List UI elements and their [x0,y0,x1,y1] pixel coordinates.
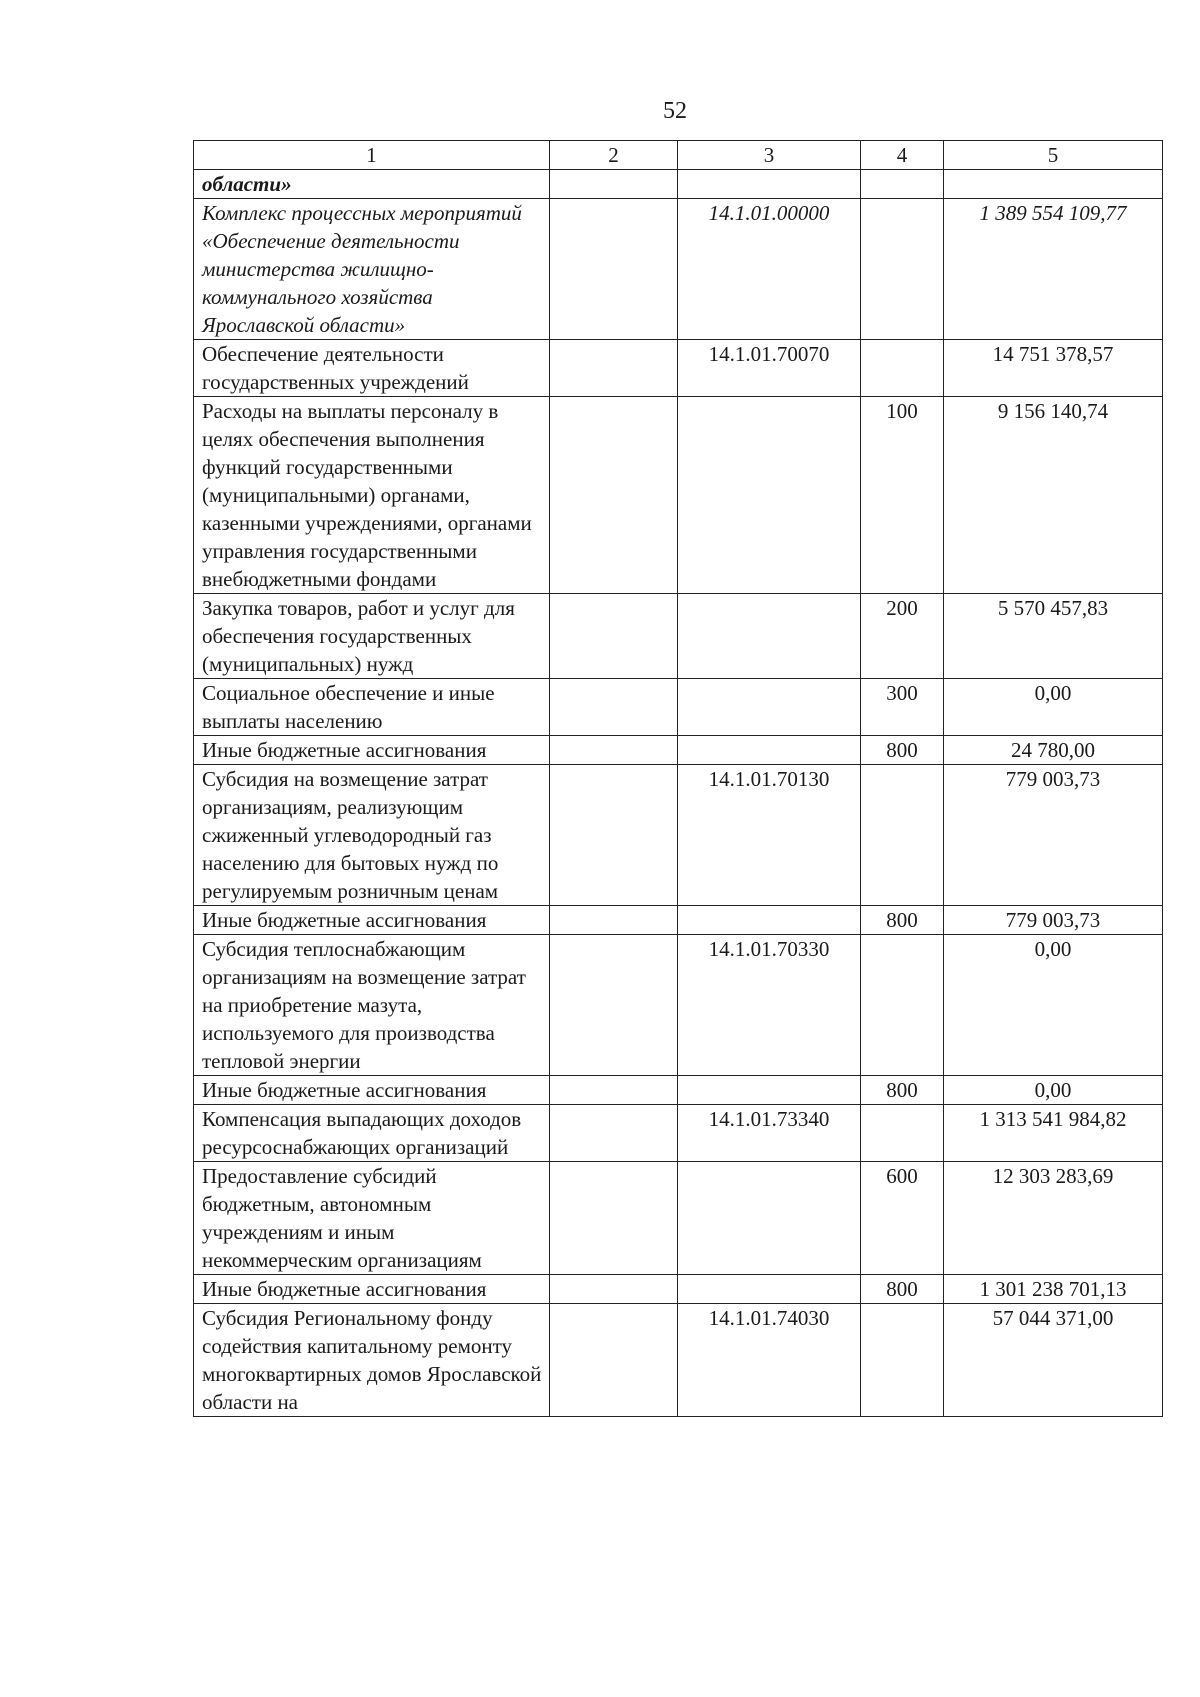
row-name-cell: Субсидия теплоснабжающим организациям на возмещение затрат на приобретение мазута, используемого для производства тепловой энергии [194,935,550,1076]
row-type-cell: 100 [861,397,944,594]
header-col-5: 5 [944,141,1163,170]
row-col2-cell [550,397,678,594]
row-type-cell: 800 [861,1275,944,1304]
table-row [194,1304,1163,1417]
table-row [194,340,1163,397]
table-row [194,736,1163,765]
row-type-cell: 800 [861,906,944,935]
table-row [194,935,1163,1076]
row-amount-cell [944,170,1163,199]
row-name-cell: Субсидия Региональному фонду содействия капитальному ремонту многоквартирных домов Ярославской области на [194,1304,550,1417]
row-amount-cell: 9 156 140,74 [944,397,1163,594]
row-name-cell: Обеспечение деятельности государственных учреждений [194,340,550,397]
row-amount-cell: 14 751 378,57 [944,340,1163,397]
row-col2-cell [550,736,678,765]
row-col2-cell [550,340,678,397]
row-amount-cell: 779 003,73 [944,765,1163,906]
row-name-cell: Закупка товаров, работ и услуг для обеспечения государственных (муниципальных) нужд [194,594,550,679]
table-row [194,1105,1163,1162]
row-amount-cell: 0,00 [944,679,1163,736]
row-col2-cell [550,594,678,679]
row-name-cell: Компенсация выпадающих доходов ресурсоснабжающих организаций [194,1105,550,1162]
row-type-cell [861,765,944,906]
row-amount-cell: 5 570 457,83 [944,594,1163,679]
row-name-cell: Иные бюджетные ассигнования [194,1076,550,1105]
row-type-cell [861,199,944,340]
table-row [194,397,1163,594]
row-col2-cell [550,199,678,340]
row-col2-cell [550,1076,678,1105]
row-code-cell [678,1076,861,1105]
row-amount-cell: 0,00 [944,1076,1163,1105]
row-code-cell: 14.1.01.00000 [678,199,861,340]
row-type-cell: 600 [861,1162,944,1275]
row-code-cell [678,679,861,736]
row-col2-cell [550,935,678,1076]
row-type-cell: 800 [861,1076,944,1105]
row-amount-cell: 1 301 238 701,13 [944,1275,1163,1304]
row-amount-cell: 1 313 541 984,82 [944,1105,1163,1162]
row-code-cell [678,170,861,199]
row-type-cell [861,935,944,1076]
row-type-cell [861,1304,944,1417]
table-row [194,1275,1163,1304]
row-code-cell [678,906,861,935]
row-type-cell: 800 [861,736,944,765]
header-col-1: 1 [194,141,550,170]
row-type-cell: 200 [861,594,944,679]
row-col2-cell [550,679,678,736]
row-col2-cell [550,170,678,199]
row-col2-cell [550,1105,678,1162]
row-code-cell: 14.1.01.74030 [678,1304,861,1417]
row-amount-cell: 12 303 283,69 [944,1162,1163,1275]
row-amount-cell: 1 389 554 109,77 [944,199,1163,340]
row-name-cell: Субсидия на возмещение затрат организациям, реализующим сжиженный углеводородный газ населению для бытовых нужд по регулируемым розничным ценам [194,765,550,906]
row-amount-cell: 779 003,73 [944,906,1163,935]
row-col2-cell [550,765,678,906]
row-col2-cell [550,1275,678,1304]
row-amount-cell: 0,00 [944,935,1163,1076]
table-row [194,765,1163,906]
row-type-cell [861,170,944,199]
row-code-cell [678,397,861,594]
table-row [194,1162,1163,1275]
row-name-cell: области» [194,170,550,199]
header-col-3: 3 [678,141,861,170]
row-col2-cell [550,906,678,935]
page-number: 52 [663,98,687,124]
row-code-cell: 14.1.01.70070 [678,340,861,397]
row-amount-cell: 24 780,00 [944,736,1163,765]
table-body [194,141,1163,1417]
table-header-row [194,141,1163,170]
table-row [194,170,1163,199]
row-name-cell: Социальное обеспечение и иные выплаты населению [194,679,550,736]
header-col-2: 2 [550,141,678,170]
row-name-cell: Иные бюджетные ассигнования [194,906,550,935]
table-row [194,594,1163,679]
table-row [194,1076,1163,1105]
table-row [194,679,1163,736]
budget-table [193,140,1163,1417]
row-code-cell: 14.1.01.70130 [678,765,861,906]
table-row [194,906,1163,935]
row-code-cell: 14.1.01.70330 [678,935,861,1076]
row-type-cell [861,1105,944,1162]
row-type-cell: 300 [861,679,944,736]
row-name-cell: Иные бюджетные ассигнования [194,1275,550,1304]
row-code-cell: 14.1.01.73340 [678,1105,861,1162]
row-code-cell [678,1275,861,1304]
row-code-cell [678,594,861,679]
row-code-cell [678,1162,861,1275]
row-amount-cell: 57 044 371,00 [944,1304,1163,1417]
row-type-cell [861,340,944,397]
row-name-cell: Расходы на выплаты персоналу в целях обеспечения выполнения функций государственными (муниципальными) органами, казенными учреждениями, органами управления государственными внебюджетными фондами [194,397,550,594]
table-row [194,199,1163,340]
header-col-4: 4 [861,141,944,170]
row-name-cell: Иные бюджетные ассигнования [194,736,550,765]
row-name-cell: Комплекс процессных мероприятий «Обеспечение деятельности министерства жилищно-коммунального хозяйства Ярославской области» [194,199,550,340]
row-col2-cell [550,1304,678,1417]
row-code-cell [678,736,861,765]
row-name-cell: Предоставление субсидий бюджетным, автономным учреждениям и иным некоммерческим организациям [194,1162,550,1275]
row-col2-cell [550,1162,678,1275]
